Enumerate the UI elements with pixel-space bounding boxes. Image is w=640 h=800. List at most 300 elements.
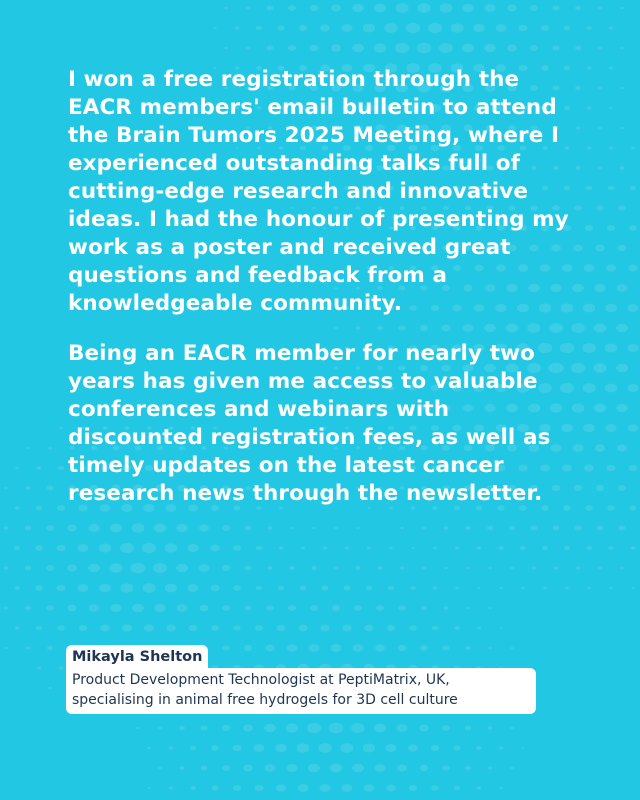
decorative-dot xyxy=(620,47,623,49)
decorative-dot xyxy=(222,605,230,611)
decorative-dot xyxy=(629,465,638,471)
decorative-dot xyxy=(377,566,382,570)
decorative-dot xyxy=(409,625,416,630)
decorative-dot xyxy=(499,587,502,589)
decorative-dot xyxy=(631,587,634,589)
decorative-dot xyxy=(450,23,463,32)
decorative-dot xyxy=(496,24,507,32)
decorative-dot xyxy=(286,723,299,732)
decorative-dot xyxy=(532,566,537,569)
decorative-dot xyxy=(628,304,639,312)
decorative-dot xyxy=(417,3,430,13)
decorative-dot xyxy=(254,785,263,791)
decorative-dot xyxy=(473,24,485,32)
decorative-dot xyxy=(46,565,54,571)
decorative-dot xyxy=(278,586,284,591)
decorative-dot xyxy=(153,563,167,573)
decorative-dot xyxy=(388,586,394,590)
decorative-dot xyxy=(628,424,638,431)
decorative-dot xyxy=(606,264,616,271)
decorative-dot xyxy=(352,4,363,12)
decorative-dot xyxy=(363,24,375,33)
decorative-dot xyxy=(166,625,176,632)
author-attribution xyxy=(66,645,536,714)
decorative-dot xyxy=(15,626,20,629)
decorative-dot xyxy=(364,784,374,791)
decorative-dot xyxy=(609,587,612,589)
decorative-dot xyxy=(3,566,8,570)
decorative-dot xyxy=(158,726,162,729)
decorative-dot xyxy=(48,446,52,449)
decorative-dot xyxy=(627,384,638,392)
decorative-dot xyxy=(367,547,371,550)
decorative-dot xyxy=(25,566,32,571)
decorative-dot xyxy=(14,546,20,550)
decorative-dot xyxy=(363,744,375,753)
decorative-dot xyxy=(158,767,162,770)
decorative-dot xyxy=(628,265,637,272)
decorative-dot xyxy=(46,605,54,610)
decorative-dot xyxy=(389,547,393,550)
decorative-dot xyxy=(58,466,64,470)
decorative-dot xyxy=(630,506,637,511)
decorative-dot xyxy=(541,25,549,31)
decorative-dot xyxy=(311,566,317,570)
decorative-dot xyxy=(35,585,42,590)
decorative-dot xyxy=(376,605,384,610)
decorative-dot xyxy=(408,745,418,752)
decorative-dot xyxy=(244,565,251,570)
decorative-dot xyxy=(169,786,173,789)
decorative-dot xyxy=(620,87,623,89)
decorative-dot xyxy=(4,487,8,490)
decorative-dot xyxy=(619,166,624,170)
decorative-dot xyxy=(275,744,287,752)
decorative-dot xyxy=(352,44,364,52)
decorative-dot xyxy=(48,687,51,689)
decorative-dot xyxy=(616,364,628,373)
quote-paragraph-2: Being an EACR member for nearly two years has given me access to valuable conferences and webinars with discounted registration fees, as well as timely updates on the latest cancer research news through the newsletter. xyxy=(68,341,551,506)
decorative-dot xyxy=(301,546,305,549)
decorative-dot xyxy=(374,724,386,733)
decorative-dot xyxy=(605,304,617,312)
decorative-dot xyxy=(419,725,428,732)
decorative-dot xyxy=(521,587,525,590)
decorative-dot xyxy=(595,245,604,252)
decorative-dot xyxy=(619,526,625,530)
decorative-dot xyxy=(319,784,330,792)
decorative-dot xyxy=(165,543,178,552)
decorative-dot xyxy=(462,44,475,53)
decorative-dot xyxy=(323,546,327,549)
decorative-dot xyxy=(14,506,19,510)
decorative-dot xyxy=(520,546,526,550)
decorative-dot xyxy=(222,725,231,731)
testimonial-quote xyxy=(68,66,588,530)
decorative-dot xyxy=(510,727,514,730)
decorative-dot xyxy=(176,564,188,573)
decorative-dot xyxy=(411,547,414,549)
decorative-dot xyxy=(245,606,251,611)
decorative-dot xyxy=(507,44,517,51)
decorative-dot xyxy=(510,767,513,769)
decorative-dot xyxy=(142,583,155,592)
decorative-dot xyxy=(298,625,307,632)
decorative-dot xyxy=(88,564,100,572)
decorative-dot xyxy=(530,5,538,11)
decorative-dot xyxy=(619,206,626,211)
decorative-dot xyxy=(37,466,42,469)
decorative-dot xyxy=(4,606,8,609)
decorative-dot xyxy=(342,784,353,792)
decorative-dot xyxy=(199,605,208,612)
decorative-dot xyxy=(168,746,173,750)
decorative-dot xyxy=(190,786,196,790)
decorative-dot xyxy=(78,584,89,592)
decorative-dot xyxy=(433,586,438,589)
decorative-dot xyxy=(498,546,503,550)
decorative-dot xyxy=(397,764,407,771)
decorative-dot xyxy=(36,626,42,630)
decorative-dot xyxy=(254,744,265,752)
decorative-dot xyxy=(607,225,615,231)
decorative-dot xyxy=(332,605,340,611)
decorative-dot xyxy=(629,225,637,230)
decorative-dot xyxy=(222,765,230,771)
decorative-dot xyxy=(453,745,460,750)
decorative-dot xyxy=(109,563,122,573)
decorative-dot xyxy=(397,724,408,732)
author-role xyxy=(66,668,536,714)
decorative-dot xyxy=(142,543,156,553)
decorative-dot xyxy=(406,23,421,33)
decorative-dot xyxy=(422,567,426,570)
decorative-dot xyxy=(564,546,570,550)
decorative-dot xyxy=(444,567,447,569)
decorative-dot xyxy=(286,764,297,772)
decorative-dot xyxy=(256,26,262,30)
decorative-dot xyxy=(245,6,250,10)
decorative-dot xyxy=(354,605,362,611)
decorative-dot xyxy=(233,585,241,590)
decorative-dot xyxy=(297,743,310,752)
decorative-dot xyxy=(466,567,470,570)
decorative-dot xyxy=(329,723,344,734)
decorative-dot xyxy=(256,546,262,550)
decorative-dot xyxy=(277,625,286,631)
decorative-dot xyxy=(565,587,569,590)
decorative-dot xyxy=(530,45,539,51)
decorative-dot xyxy=(320,25,330,32)
decorative-dot xyxy=(586,546,592,550)
decorative-dot xyxy=(59,427,63,430)
decorative-dot xyxy=(147,747,151,750)
decorative-dot xyxy=(26,646,30,649)
decorative-dot xyxy=(487,726,492,730)
decorative-dot xyxy=(478,587,481,589)
decorative-dot xyxy=(554,566,559,569)
decorative-dot xyxy=(344,586,351,591)
decorative-dot xyxy=(243,724,253,731)
decorative-dot xyxy=(488,567,492,570)
decorative-dot xyxy=(232,745,241,752)
decorative-dot xyxy=(222,565,231,571)
decorative-dot xyxy=(575,46,581,50)
decorative-dot xyxy=(289,566,294,570)
decorative-dot xyxy=(154,604,165,612)
decorative-dot xyxy=(420,765,429,771)
decorative-dot xyxy=(177,604,187,611)
decorative-dot xyxy=(187,544,198,552)
decorative-dot xyxy=(518,25,527,32)
decorative-dot xyxy=(211,625,219,630)
decorative-dot xyxy=(110,604,121,612)
decorative-dot xyxy=(465,766,471,770)
decorative-dot xyxy=(409,785,418,791)
decorative-dot xyxy=(235,26,240,29)
decorative-dot xyxy=(25,526,31,531)
decorative-dot xyxy=(212,786,219,791)
decorative-dot xyxy=(279,546,284,549)
decorative-dot xyxy=(57,625,64,630)
decorative-dot xyxy=(598,127,602,130)
decorative-dot xyxy=(120,583,133,592)
decorative-dot xyxy=(477,786,482,789)
decorative-dot xyxy=(318,743,332,753)
decorative-dot xyxy=(594,284,605,292)
decorative-dot xyxy=(597,166,602,170)
decorative-dot xyxy=(310,605,318,611)
decorative-dot xyxy=(598,566,603,569)
decorative-dot xyxy=(395,43,409,53)
decorative-dot xyxy=(499,746,503,749)
author-role-line-2: specialising in animal free hydrogels for 3D cell culture xyxy=(72,692,458,708)
decorative-dot xyxy=(277,25,284,30)
decorative-dot xyxy=(243,765,252,772)
decorative-dot xyxy=(355,566,360,570)
decorative-dot xyxy=(255,625,263,631)
decorative-dot xyxy=(630,546,635,550)
decorative-dot xyxy=(365,625,374,631)
decorative-dot xyxy=(136,727,139,729)
decorative-dot xyxy=(276,784,286,791)
decorative-dot xyxy=(384,23,398,33)
author-role-line-1: Product Development Technologist at PeptiMatrix, UK, xyxy=(72,672,450,688)
decorative-dot xyxy=(439,43,453,53)
decorative-dot xyxy=(433,547,437,550)
decorative-dot xyxy=(484,44,495,52)
decorative-dot xyxy=(288,45,296,51)
decorative-dot xyxy=(330,764,342,773)
decorative-dot xyxy=(442,765,449,770)
decorative-dot xyxy=(288,605,296,611)
decorative-dot xyxy=(386,785,396,792)
decorative-dot xyxy=(485,4,496,12)
decorative-dot xyxy=(267,566,272,570)
decorative-dot xyxy=(609,27,613,30)
decorative-dot xyxy=(165,584,177,593)
decorative-dot xyxy=(122,624,132,631)
decorative-dot xyxy=(233,625,240,630)
decorative-dot xyxy=(189,625,198,631)
decorative-dot xyxy=(466,607,470,610)
author-name: Mikayla Shelton xyxy=(66,645,208,668)
decorative-dot xyxy=(307,723,321,733)
decorative-dot xyxy=(410,586,415,590)
decorative-dot xyxy=(25,606,31,610)
decorative-dot xyxy=(341,24,352,32)
decorative-dot xyxy=(607,505,614,510)
decorative-dot xyxy=(210,585,219,592)
decorative-dot xyxy=(417,43,432,54)
decorative-dot xyxy=(342,625,351,632)
decorative-dot xyxy=(609,107,612,109)
decorative-dot xyxy=(47,486,54,491)
decorative-dot xyxy=(300,586,307,591)
decorative-dot xyxy=(489,607,492,609)
decorative-dot xyxy=(78,544,89,552)
decorative-dot xyxy=(4,647,7,649)
decorative-dot xyxy=(385,744,396,752)
decorative-dot xyxy=(267,6,273,11)
quote-paragraph-1: I won a free registration through the EACR members' email bulletin to attend the Brain Tumors 2025 Meeting, where I experienced outstanding talks full of cutting-edge research and innovative ideas. I had the honour of presenting my work as a poster and received great questions and feedback from a knowledgeable community. xyxy=(68,67,569,316)
decorative-dot xyxy=(36,506,43,511)
decorative-dot xyxy=(598,6,603,9)
decorative-dot xyxy=(432,626,438,631)
decorative-dot xyxy=(99,584,111,593)
decorative-dot xyxy=(37,667,41,670)
decorative-dot xyxy=(310,5,319,11)
decorative-dot xyxy=(200,725,207,730)
decorative-dot xyxy=(308,764,320,773)
decorative-dot xyxy=(431,745,439,751)
decorative-dot xyxy=(543,587,547,590)
decorative-dot xyxy=(265,764,275,771)
decorative-dot xyxy=(190,746,196,751)
decorative-dot xyxy=(131,563,146,574)
decorative-dot xyxy=(120,543,134,553)
decorative-dot xyxy=(627,344,639,352)
decorative-dot xyxy=(366,586,373,591)
decorative-dot xyxy=(233,785,241,791)
decorative-dot xyxy=(476,746,482,750)
decorative-dot xyxy=(605,424,616,432)
decorative-dot xyxy=(440,3,453,12)
decorative-dot xyxy=(617,284,628,292)
decorative-dot xyxy=(620,127,623,129)
decorative-dot xyxy=(395,3,408,12)
decorative-dot xyxy=(266,605,273,610)
decorative-dot xyxy=(608,546,613,550)
decorative-dot xyxy=(594,323,607,332)
decorative-dot xyxy=(267,46,274,51)
decorative-dot xyxy=(233,545,241,551)
decorative-dot xyxy=(288,5,296,10)
decorative-dot xyxy=(58,666,63,670)
decorative-dot xyxy=(596,205,603,210)
decorative-dot xyxy=(617,444,627,451)
decorative-dot xyxy=(387,625,395,631)
decorative-dot xyxy=(586,26,591,30)
decorative-dot xyxy=(575,6,581,10)
decorative-dot xyxy=(179,766,184,770)
decorative-dot xyxy=(431,785,438,790)
decorative-dot xyxy=(542,546,548,550)
decorative-dot xyxy=(564,26,571,31)
decorative-dot xyxy=(264,724,276,732)
decorative-dot xyxy=(57,505,65,511)
decorative-dot xyxy=(616,324,628,332)
decorative-dot xyxy=(596,485,605,491)
decorative-dot xyxy=(25,486,30,490)
decorative-dot xyxy=(500,627,503,629)
decorative-dot xyxy=(179,726,185,730)
decorative-dot xyxy=(345,546,349,549)
decorative-dot xyxy=(4,526,9,529)
decorative-dot xyxy=(595,444,605,451)
decorative-dot xyxy=(620,566,624,569)
decorative-dot xyxy=(605,384,617,393)
decorative-dot xyxy=(400,566,405,569)
decorative-dot xyxy=(616,404,627,412)
decorative-dot xyxy=(499,787,503,790)
decorative-dot xyxy=(576,566,581,569)
decorative-dot xyxy=(443,606,448,610)
decorative-dot xyxy=(201,766,208,771)
decorative-dot xyxy=(454,626,459,630)
decorative-dot xyxy=(597,526,604,531)
decorative-dot xyxy=(399,606,406,611)
decorative-dot xyxy=(224,7,228,10)
decorative-dot xyxy=(56,545,65,552)
decorative-dot xyxy=(89,604,99,611)
decorative-dot xyxy=(245,46,250,50)
decorative-dot xyxy=(47,646,53,650)
decorative-dot xyxy=(26,447,29,449)
decorative-dot xyxy=(100,625,110,632)
decorative-dot xyxy=(340,743,353,752)
decorative-dot xyxy=(522,747,525,749)
decorative-dot xyxy=(15,467,19,470)
decorative-dot xyxy=(605,343,618,352)
decorative-dot xyxy=(57,585,66,591)
decorative-dot xyxy=(46,525,54,531)
decorative-dot xyxy=(188,584,199,592)
decorative-dot xyxy=(374,4,386,13)
decorative-dot xyxy=(455,546,459,549)
decorative-dot xyxy=(606,465,615,472)
decorative-dot xyxy=(609,146,613,149)
decorative-dot xyxy=(598,46,603,49)
decorative-dot xyxy=(552,5,559,10)
decorative-dot xyxy=(14,586,20,590)
decorative-dot xyxy=(35,545,43,550)
decorative-dot xyxy=(374,43,387,52)
decorative-dot xyxy=(210,545,220,552)
decorative-dot xyxy=(454,786,460,790)
decorative-dot xyxy=(594,404,606,413)
decorative-dot xyxy=(465,726,472,731)
decorative-dot xyxy=(352,764,364,772)
decorative-dot xyxy=(79,625,88,631)
decorative-dot xyxy=(68,605,77,611)
decorative-dot xyxy=(507,5,517,12)
decorative-dot xyxy=(587,587,591,590)
decorative-dot xyxy=(99,544,112,553)
decorative-dot xyxy=(132,604,144,612)
decorative-dot xyxy=(421,606,427,610)
decorative-dot xyxy=(477,546,482,549)
